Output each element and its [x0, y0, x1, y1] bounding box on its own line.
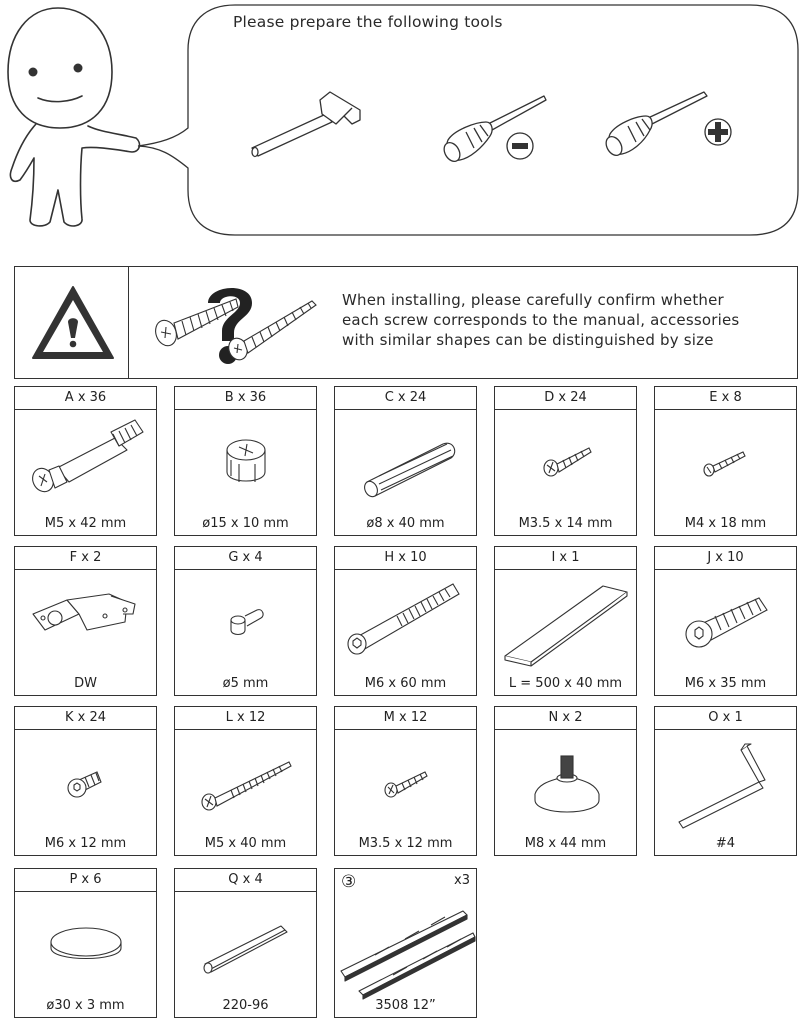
part-label: C x 24: [335, 387, 476, 410]
part-card-i: [494, 546, 637, 696]
phillips-screwdriver-icon: [600, 88, 740, 163]
warning-text: [342, 290, 739, 350]
part-card-q: [174, 868, 317, 1018]
part-spec: L = 500 x 40 mm: [508, 676, 623, 691]
cam-lock-icon: [175, 410, 316, 510]
part-card-m: [334, 706, 477, 856]
part-label: H x 10: [335, 547, 476, 570]
part-label: K x 24: [15, 707, 156, 730]
part-label: N x 2: [495, 707, 636, 730]
part-label: J x 10: [655, 547, 796, 570]
part-spec: ø30 x 3 mm: [46, 998, 125, 1013]
cam-bolt-icon: [15, 410, 156, 510]
small-screw-icon: [335, 730, 476, 830]
part-spec: M6 x 35 mm: [684, 676, 767, 691]
part-label: D x 24: [495, 387, 636, 410]
part-spec: #4: [715, 836, 736, 851]
part-card-drawer-slide: [334, 868, 477, 1018]
part-spec: 220-96: [222, 998, 269, 1013]
hex-bolt-icon: [655, 570, 796, 670]
warning-divider: [128, 267, 129, 378]
board-strip-icon: [495, 570, 636, 670]
warning-line: with similar shapes can be distinguished by size: [342, 331, 714, 349]
part-card-e: [654, 386, 797, 536]
part-spec: M5 x 40 mm: [204, 836, 287, 851]
part-card-h: [334, 546, 477, 696]
flathead-screwdriver-icon: [438, 92, 553, 167]
wood-dowel-icon: [335, 410, 476, 510]
part-card-n: [494, 706, 637, 856]
leveling-foot-icon: [495, 730, 636, 830]
hinge-icon: [15, 570, 156, 670]
warning-panel: [14, 266, 798, 379]
part-spec: ø15 x 10 mm: [202, 516, 289, 531]
part-card-l: [174, 706, 317, 856]
part-spec: M8 x 44 mm: [524, 836, 607, 851]
part-label: P x 6: [15, 869, 156, 892]
hex-bolt-long-icon: [335, 570, 476, 670]
long-screw-icon: [175, 730, 316, 830]
part-label: A x 36: [15, 387, 156, 410]
part-spec: ø5 mm: [222, 676, 269, 691]
part-card-c: [334, 386, 477, 536]
part-spec: M4 x 18 mm: [684, 516, 767, 531]
screws-question-icon: [152, 277, 322, 367]
part-label: F x 2: [15, 547, 156, 570]
part-spec: M3.5 x 12 mm: [358, 836, 453, 851]
part-spec: M6 x 60 mm: [364, 676, 447, 691]
allen-key-icon: [655, 730, 796, 830]
part-spec: M5 x 42 mm: [44, 516, 127, 531]
part-label: G x 4: [175, 547, 316, 570]
part-spec: DW: [74, 676, 97, 691]
hammer-icon: [248, 88, 368, 168]
part-card-o: [654, 706, 797, 856]
part-card-k: [14, 706, 157, 856]
step-number-badge: ③: [341, 872, 357, 892]
part-card-p: [14, 868, 157, 1018]
part-spec: M6 x 12 mm: [44, 836, 127, 851]
warning-triangle-icon: [30, 284, 116, 362]
part-card-a: [14, 386, 157, 536]
part-label: E x 8: [655, 387, 796, 410]
part-card-f: [14, 546, 157, 696]
part-label: L x 12: [175, 707, 316, 730]
part-label: B x 36: [175, 387, 316, 410]
part-card-j: [654, 546, 797, 696]
part-card-b: [174, 386, 317, 536]
part-spec: M3.5 x 14 mm: [518, 516, 613, 531]
felt-pad-icon: [15, 892, 156, 992]
shelf-pin-icon: [175, 570, 316, 670]
part-spec: 3508 12”: [375, 998, 436, 1013]
wood-screw-icon: [495, 410, 636, 510]
part-spec: ø8 x 40 mm: [366, 516, 445, 531]
quantity-multiplier: x3: [454, 873, 470, 888]
part-label: O x 1: [655, 707, 796, 730]
hex-bolt-short-icon: [15, 730, 156, 830]
part-card-d: [494, 386, 637, 536]
part-label: I x 1: [495, 547, 636, 570]
drawer-slide-icon: [335, 895, 476, 993]
part-label: M x 12: [335, 707, 476, 730]
warning-line: each screw corresponds to the manual, accessories: [342, 311, 740, 329]
tools-title: Please prepare the following tools: [233, 13, 503, 31]
part-card-g: [174, 546, 317, 696]
part-label: Q x 4: [175, 869, 316, 892]
warning-line: When installing, please carefully confirm whether: [342, 291, 724, 309]
handle-bar-icon: [175, 892, 316, 992]
machine-screw-icon: [655, 410, 796, 510]
